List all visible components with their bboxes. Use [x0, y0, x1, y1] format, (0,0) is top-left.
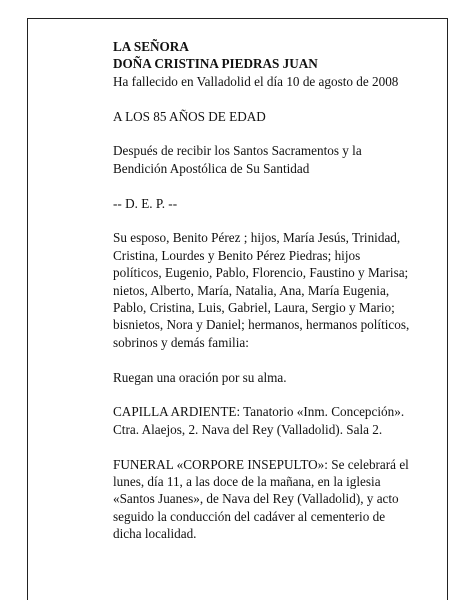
funeral-line: lunes, día 11, a las doce de la mañana, en la iglesia [113, 474, 381, 490]
sacraments-line: Después de recibir los Santos Sacramentos y la [113, 143, 362, 159]
sacraments-paragraph [113, 142, 449, 177]
chapel-line: CAPILLA ARDIENTE: Tanatorio «Inm. Concepción». [113, 404, 405, 420]
funeral-line: FUNERAL «CORPORE INSEPULTO»: Se celebrará el [113, 456, 409, 472]
prayer-line: Ruegan una oración por su alma. [113, 369, 287, 385]
notice-content [113, 38, 449, 560]
funeral-line: seguido la conducción del cadáver al cementerio de [113, 508, 386, 524]
border-left [27, 18, 28, 600]
family-line: Pablo, Cristina, Luis, Gabriel, Laura, Sergio y Mario; [113, 300, 395, 316]
dep-line: -- D. E. P. -- [113, 195, 178, 211]
chapel-paragraph [113, 403, 449, 438]
family-line: nietos, Alberto, María, Natalia, Ana, María Eugenia, [113, 282, 390, 298]
funeral-line: «Santos Juanes», de Nava del Rey (Valladolid), y acto [113, 491, 399, 507]
chapel-line: Ctra. Alaejos, 2. Nava del Rey (Valladolid). Sala 2. [113, 421, 383, 437]
death-line: Ha fallecido en Valladolid el día 10 de agosto de 2008 [113, 73, 399, 89]
notice-title: LA SEÑORA [113, 39, 189, 54]
age-line: A LOS 85 AÑOS DE EDAD [113, 108, 266, 124]
sacraments-line: Bendición Apostólica de Su Santidad [113, 160, 310, 176]
family-line: Cristina, Lourdes y Benito Pérez Piedras; hijos [113, 247, 361, 263]
family-line: bisnietos, Nora y Daniel; hermanos, hermanos políticos, [113, 317, 410, 333]
deceased-name: DOÑA CRISTINA PIEDRAS JUAN [113, 56, 318, 72]
family-paragraph [113, 229, 449, 351]
funeral-paragraph [113, 456, 449, 543]
family-line: sobrinos y demás familia: [113, 334, 249, 350]
border-top [27, 18, 447, 19]
family-line: Su esposo, Benito Pérez ; hijos, María Jesús, Trinidad, [113, 230, 401, 246]
family-line: políticos, Eugenio, Pablo, Florencio, Faustino y Marisa; [113, 265, 409, 281]
funeral-line: dicha localidad. [113, 526, 197, 542]
